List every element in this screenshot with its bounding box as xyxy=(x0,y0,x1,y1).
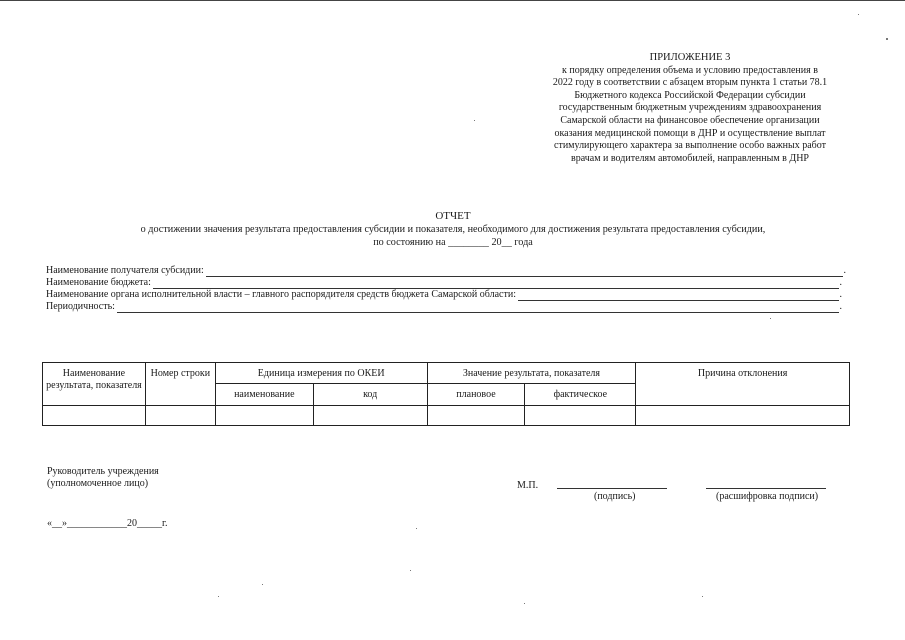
recipient-label: Наименование получателя субсидии: xyxy=(46,265,204,276)
header-unit-code: код xyxy=(313,384,427,406)
report-subtitle: о достижении значения результата предоставления субсидии и показателя, необходимого для достижения результата предоставления субсидии, xyxy=(140,224,766,235)
header-value: Значение результата, показателя xyxy=(427,363,636,384)
table-cell[interactable] xyxy=(313,406,427,426)
head-line2: (уполномоченное лицо) xyxy=(47,478,149,489)
appendix-line: Бюджетного кодекса Российской Федерации субсидии xyxy=(574,89,806,101)
table-cell[interactable] xyxy=(215,406,313,426)
appendix-block xyxy=(520,52,860,165)
periodicity-label: Периодичность: xyxy=(46,301,115,312)
header-reason: Причина отклонения xyxy=(636,363,850,406)
appendix-line: Самарской области на финансовое обеспечение организации xyxy=(560,114,820,126)
scan-speck xyxy=(416,528,417,529)
table-cell[interactable] xyxy=(636,406,850,426)
recipient-blank-line xyxy=(206,267,843,277)
appendix-line: государственным бюджетным учреждениям здравоохранения xyxy=(558,102,822,114)
table-header-row xyxy=(43,363,850,384)
authority-label: Наименование органа исполнительной власти – главного распорядителя средств бюджета Самарской области: xyxy=(46,289,516,300)
appendix-line: стимулирующего характера за выполнение особо важных работ xyxy=(554,140,826,152)
scan-speck xyxy=(474,120,475,121)
scan-speck xyxy=(410,570,411,571)
report-heading xyxy=(40,210,866,249)
appendix-line: врачам и водителям автомобилей, направленным в ДНР xyxy=(571,152,809,164)
authority-blank-line xyxy=(518,291,839,301)
header-unit: Единица измерения по ОКЕИ xyxy=(215,363,427,384)
scan-speck xyxy=(858,14,859,15)
table-row xyxy=(43,406,850,426)
budget-label: Наименование бюджета: xyxy=(46,277,151,288)
periodicity-blank-line xyxy=(117,303,839,313)
appendix-line: к порядку определения объема и условию предоставления в xyxy=(562,64,818,76)
scan-speck xyxy=(218,596,219,597)
header-row-number: Номер строки xyxy=(145,363,215,406)
scan-speck xyxy=(702,596,703,597)
table-cell[interactable] xyxy=(43,406,146,426)
report-date-line: по состоянию на ________ 20__ года xyxy=(373,237,533,248)
head-of-institution-label xyxy=(47,466,159,490)
scan-speck xyxy=(262,584,263,585)
signature-caption: (подпись) xyxy=(594,491,636,502)
scan-speck xyxy=(886,38,888,40)
header-result-name: Наименование результата, показателя xyxy=(43,363,146,406)
appendix-line: 2022 году в соответствии с абзацем вторым пункта 1 статьи 78.1 xyxy=(552,77,828,89)
signature-line[interactable] xyxy=(557,488,667,489)
appendix-title: ПРИЛОЖЕНИЕ 3 xyxy=(649,52,731,63)
top-border-line xyxy=(0,0,905,1)
header-value-plan: плановое xyxy=(427,384,525,406)
header-unit-name: наименование xyxy=(215,384,313,406)
periodicity-field: Периодичность: . xyxy=(46,301,842,312)
budget-field: Наименование бюджета: . xyxy=(46,277,842,288)
head-line1: Руководитель учреждения xyxy=(47,466,159,477)
authority-field: Наименование органа исполнительной власти – главного распорядителя средств бюджета Самарской области: . xyxy=(46,289,842,300)
signature-decode-line[interactable] xyxy=(706,488,826,489)
scan-speck xyxy=(770,318,771,319)
header-value-fact: фактическое xyxy=(525,384,636,406)
signature-decode-caption: (расшифровка подписи) xyxy=(716,491,819,502)
table-cell[interactable] xyxy=(145,406,215,426)
date-line: «__»____________20_____г. xyxy=(47,518,168,529)
report-table xyxy=(42,362,850,426)
scan-speck xyxy=(524,603,525,604)
table-cell[interactable] xyxy=(525,406,636,426)
table-cell[interactable] xyxy=(427,406,525,426)
budget-blank-line xyxy=(153,279,839,289)
recipient-field: Наименование получателя субсидии: . xyxy=(46,265,846,276)
appendix-line: оказания медицинской помощи в ДНР и осуществление выплат xyxy=(554,127,826,139)
report-title: ОТЧЕТ xyxy=(435,210,471,222)
stamp-label: М.П. xyxy=(517,480,539,491)
